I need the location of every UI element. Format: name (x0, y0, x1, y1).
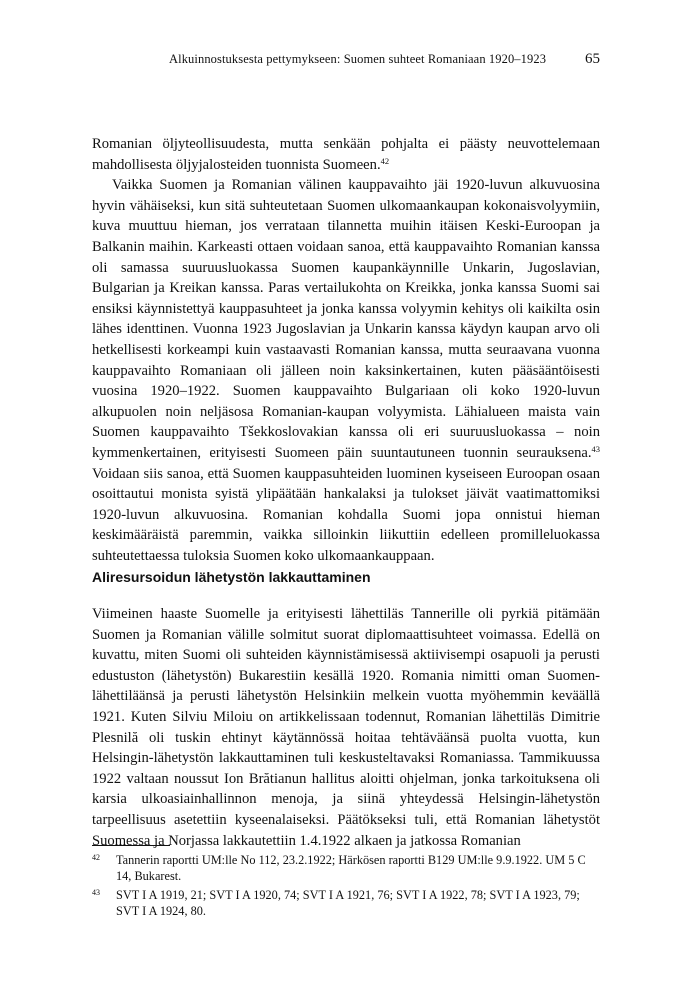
footnotes (92, 852, 600, 922)
footnote-reference[interactable]: 43 (591, 443, 600, 454)
paragraph-text: Voidaan siis sanoa, että Suomen kauppasuhteiden luominen kyseiseen Euroopan osaan osoittautui monista syistä ylipäätään hankalaksi ja tulokset jäivät vaatimattomiksi 1920-luvun alkuvuosina. Romanian kohdalla Suomi jopa onnistui hieman keskimääräistä paremmin, vaikka silloinkin liikuttiin edelleen promilleluokassa suhteutettaessa tuloksia Suomen koko ulkomaankauppaan. (92, 465, 600, 564)
footnote (92, 852, 600, 885)
paragraph (92, 134, 600, 175)
footnote-text: SVT I A 1919, 21; SVT I A 1920, 74; SVT I A 1921, 76; SVT I A 1922, 78; SVT I A 1923, 79; SVT I A 1924, 80. (116, 887, 580, 919)
paragraph (92, 175, 600, 566)
footnote-number: 42 (92, 853, 100, 862)
paragraph-text: Vaikka Suomen ja Romanian välinen kauppavaihto jäi 1920-luvun alkuvuosina hyvin vähäiseksi, kun sitä suhteutetaan Suomen ulkomaankaupan kokonaisvolyymiin, kuva muuttuu hieman, jos verrataan tilannetta muihin itäisen Keski-Euroopan ja Balkanin maihin. Karkeasti ottaen voidaan sanoa, että kauppavaihto Romanian kanssa oli samassa suuruusluokassa Suomen kaupankäynnille Unkarin, Jugoslavian, Bulgarian ja Kreikan kanssa. Paras vertailukohta on Kreikka, jonka kanssa Suomi sai ensiksi käynnistettyä kauppasuhteet ja jonka kanssa volyymin kehitys oli kaikilta osin lähes identtinen. Vuonna 1923 Jugoslavian ja Unkarin kanssa käydyn kaupan arvo oli hetkellisesti korkeampi kuin vastaavasti Romanian kanssa, mutta seuraavana vuonna kauppavaihto Romaniaan oli jälleen noin kaksinkertainen, kuten pääsääntöisesti vuosina 1920–1922. Suomen kauppavaihto Bulgariaan oli koko 1920-luvun alkupuolen noin neljäsosa Romanian-kaupan volyymista. Lähialueen maista vain Suomen kauppavaihto Tšekkoslovakian kanssa oli eri suuruusluokassa – noin kymmenkertainen, erityisesti Suomeen päin suuntautuneen tuonnin seurauksena. (92, 177, 600, 461)
paragraph: Viimeinen haaste Suomelle ja erityisesti lähettiläs Tannerille oli pyrkiä pitämään Suomen ja Romanian välille solmitut suorat diplomaattisuhteet voimassa. Edellä on kuvattu, miten Suomi oli suhteiden käynnistämisessä aktiivisempi osapuoli ja perusti edustuston (lähetystön) Bukarestiin kesällä 1920. Romania nimitti oman Suomen-lähettiläänsä ja perusti lähetystön Helsinkiin melkein vuotta myöhemmin keväällä 1921. Kuten Silviu Miloiu on artikkelissaan todennut, Romanian lähettiläs Dimitrie Plesnilă oli tuskin ehtinyt käytännössä hoitaa tehtäväänsä puolta vuotta, kun Helsingin-lähetystön lakkauttaminen tuli keskusteltavaksi Romaniassa. Tammikuussa 1922 valtaan noussut Ion Brătianun hallitus aloitti ohjelman, jonka tarkoituksena oli karsia ulkoasiainhallinnon menoja, ja siinä yhteydessä Helsingin-lähetystön tarpeellisuus asetettiin kyseenalaiseksi. Päätökseksi tuli, että Romanian lähetystöt Suomessa ja Norjassa lakkautettiin 1.4.1922 alkaen ja jatkossa Romanian (92, 606, 600, 849)
section-heading: Aliresursoidun lähetystön lakkauttaminen (92, 569, 371, 585)
section-body (92, 604, 600, 851)
footnote-number: 43 (92, 887, 100, 897)
body-text-block (92, 134, 600, 566)
footnote (92, 887, 600, 920)
footnote-text: Tannerin raportti UM:lle No 112, 23.2.1922; Härkösen raportti B129 UM:lle 9.9.1922. UM 5 C 14, Bukarest. (116, 853, 586, 884)
page-number: 65 (585, 51, 600, 67)
paragraph-text: Romanian öljyteollisuudesta, mutta senkään pohjalta ei päästy neuvottelemaan mahdollisesta öljyjalosteiden tuonnista Suomeen. (92, 136, 600, 173)
footnote-reference[interactable]: 42 (380, 155, 390, 166)
running-title: Alkuinnostuksesta pettymykseen: Suomen suhteet Romaniaan 1920–1923 (169, 52, 547, 66)
running-header (92, 52, 600, 72)
footnote-divider (92, 845, 170, 846)
